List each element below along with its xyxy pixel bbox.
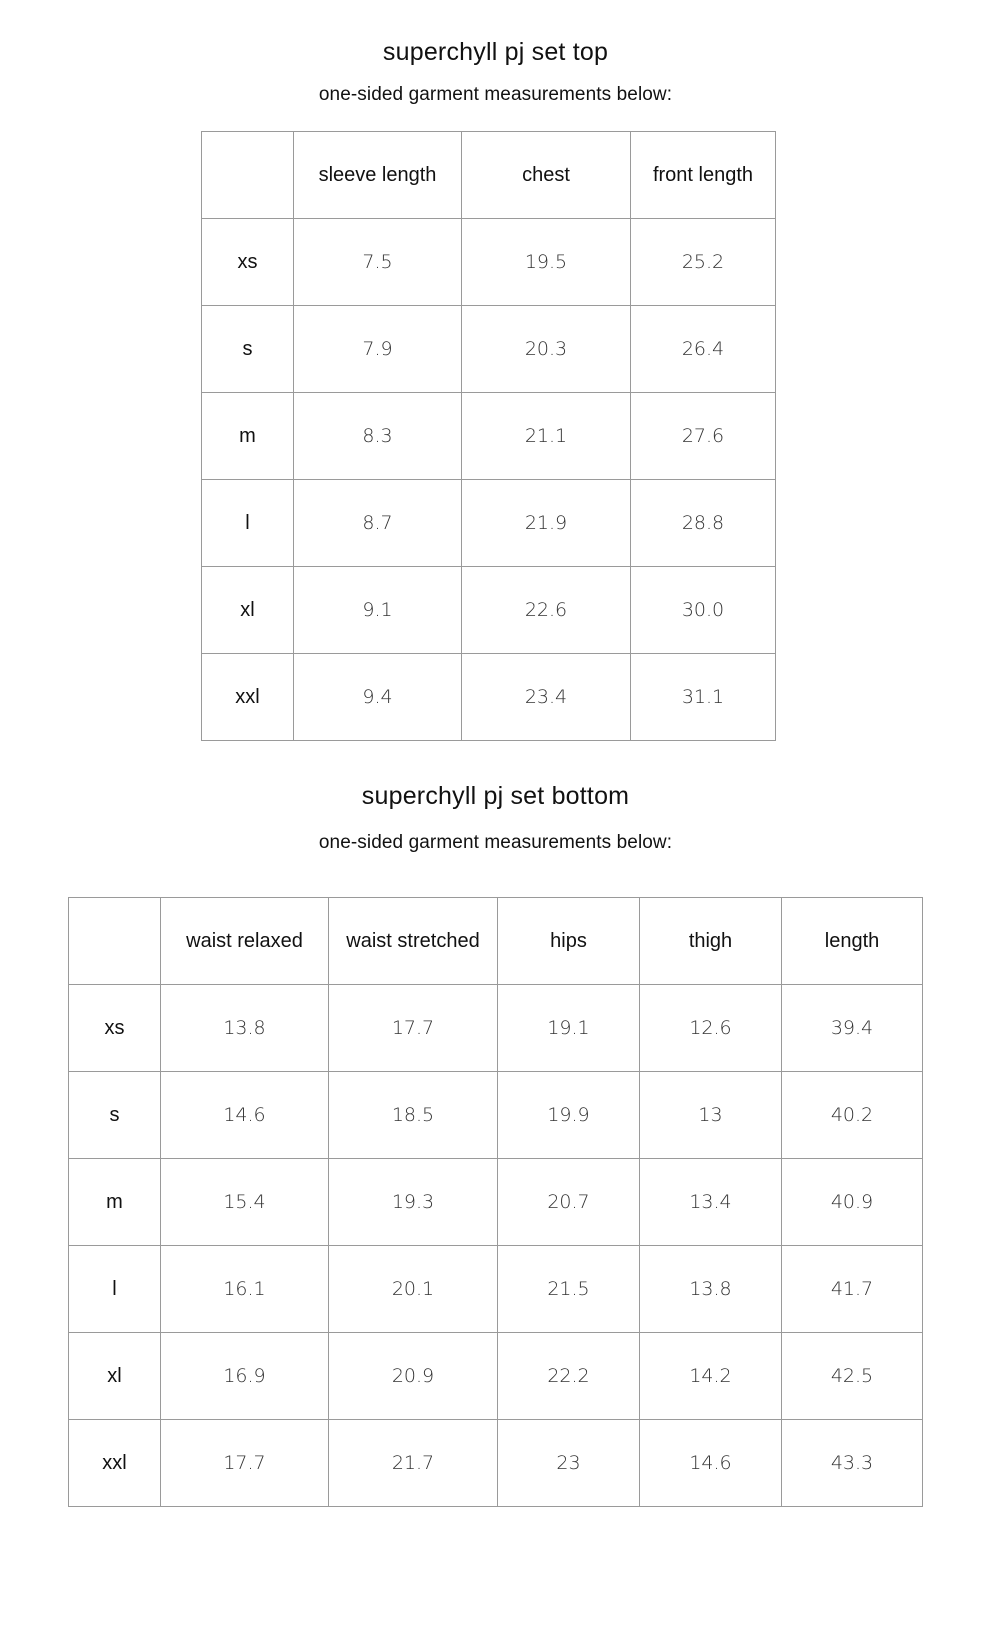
- measurement-cell: 13: [640, 1072, 782, 1159]
- size-label: l: [69, 1246, 161, 1333]
- bottom-section-subtitle: one-sided garment measurements below:: [318, 832, 673, 853]
- measurement-cell: 13.4: [640, 1159, 782, 1246]
- header-cell: waist relaxed: [161, 898, 329, 985]
- table-row: [202, 393, 776, 480]
- measurement-cell: 20.7: [498, 1159, 640, 1246]
- measurement-cell: 43.3: [782, 1420, 923, 1507]
- measurement-cell: 14.2: [640, 1333, 782, 1420]
- measurement-cell: 21.9: [462, 480, 631, 567]
- header-cell: [202, 132, 294, 219]
- measurement-cell: 42.5: [782, 1333, 923, 1420]
- header-cell: chest: [462, 132, 631, 219]
- measurement-cell: 14.6: [640, 1420, 782, 1507]
- table-row: [202, 567, 776, 654]
- measurement-cell: 13.8: [161, 985, 329, 1072]
- measurement-cell: 17.7: [329, 985, 498, 1072]
- measurement-cell: 21.1: [462, 393, 631, 480]
- size-label: l: [202, 480, 294, 567]
- measurement-cell: 30.0: [631, 567, 776, 654]
- measurement-cell: 20.1: [329, 1246, 498, 1333]
- table-row: [69, 985, 923, 1072]
- measurement-cell: 16.9: [161, 1333, 329, 1420]
- measurement-cell: 21.5: [498, 1246, 640, 1333]
- table-row: [202, 480, 776, 567]
- header-cell: hips: [498, 898, 640, 985]
- measurement-cell: 21.7: [329, 1420, 498, 1507]
- measurement-cell: 19.3: [329, 1159, 498, 1246]
- measurement-cell: 40.2: [782, 1072, 923, 1159]
- header-cell: [69, 898, 161, 985]
- size-label: xxl: [202, 654, 294, 741]
- measurement-cell: 15.4: [161, 1159, 329, 1246]
- table-header-row: [69, 898, 923, 985]
- measurement-cell: 8.7: [294, 480, 462, 567]
- top-section-title: superchyll pj set top: [382, 38, 609, 66]
- table-row: [202, 306, 776, 393]
- measurement-cell: 19.1: [498, 985, 640, 1072]
- table-row: [69, 1246, 923, 1333]
- size-label: xl: [69, 1333, 161, 1420]
- measurement-cell: 17.7: [161, 1420, 329, 1507]
- measurement-cell: 14.6: [161, 1072, 329, 1159]
- size-label: m: [69, 1159, 161, 1246]
- measurement-cell: 20.9: [329, 1333, 498, 1420]
- measurement-cell: 9.1: [294, 567, 462, 654]
- measurement-cell: 19.5: [462, 219, 631, 306]
- measurement-cell: 28.8: [631, 480, 776, 567]
- measurement-cell: 40.9: [782, 1159, 923, 1246]
- measurement-cell: 31.1: [631, 654, 776, 741]
- size-label: xl: [202, 567, 294, 654]
- measurement-cell: 39.4: [782, 985, 923, 1072]
- bottom-size-table: [68, 897, 923, 1507]
- measurement-cell: 20.3: [462, 306, 631, 393]
- top-size-table: [201, 131, 776, 741]
- table-row: [69, 1159, 923, 1246]
- table-row: [202, 219, 776, 306]
- size-label: s: [69, 1072, 161, 1159]
- measurement-cell: 16.1: [161, 1246, 329, 1333]
- measurement-cell: 26.4: [631, 306, 776, 393]
- header-cell: waist stretched: [329, 898, 498, 985]
- table-row: [69, 1420, 923, 1507]
- measurement-cell: 13.8: [640, 1246, 782, 1333]
- header-cell: sleeve length: [294, 132, 462, 219]
- measurement-cell: 7.5: [294, 219, 462, 306]
- measurement-cell: 19.9: [498, 1072, 640, 1159]
- measurement-cell: 9.4: [294, 654, 462, 741]
- table-header-row: [202, 132, 776, 219]
- measurement-cell: 23.4: [462, 654, 631, 741]
- measurement-cell: 7.9: [294, 306, 462, 393]
- size-label: s: [202, 306, 294, 393]
- top-section-subtitle: one-sided garment measurements below:: [318, 84, 673, 105]
- header-cell: thigh: [640, 898, 782, 985]
- size-label: xs: [69, 985, 161, 1072]
- table-row: [69, 1333, 923, 1420]
- measurement-cell: 22.6: [462, 567, 631, 654]
- measurement-cell: 41.7: [782, 1246, 923, 1333]
- measurement-cell: 12.6: [640, 985, 782, 1072]
- measurement-cell: 22.2: [498, 1333, 640, 1420]
- measurement-cell: 25.2: [631, 219, 776, 306]
- header-cell: length: [782, 898, 923, 985]
- measurement-cell: 27.6: [631, 393, 776, 480]
- size-label: xs: [202, 219, 294, 306]
- measurement-cell: 18.5: [329, 1072, 498, 1159]
- size-label: xxl: [69, 1420, 161, 1507]
- table-row: [202, 654, 776, 741]
- bottom-section-title: superchyll pj set bottom: [361, 782, 630, 810]
- size-label: m: [202, 393, 294, 480]
- table-row: [69, 1072, 923, 1159]
- measurement-cell: 8.3: [294, 393, 462, 480]
- measurement-cell: 23: [498, 1420, 640, 1507]
- header-cell: front length: [631, 132, 776, 219]
